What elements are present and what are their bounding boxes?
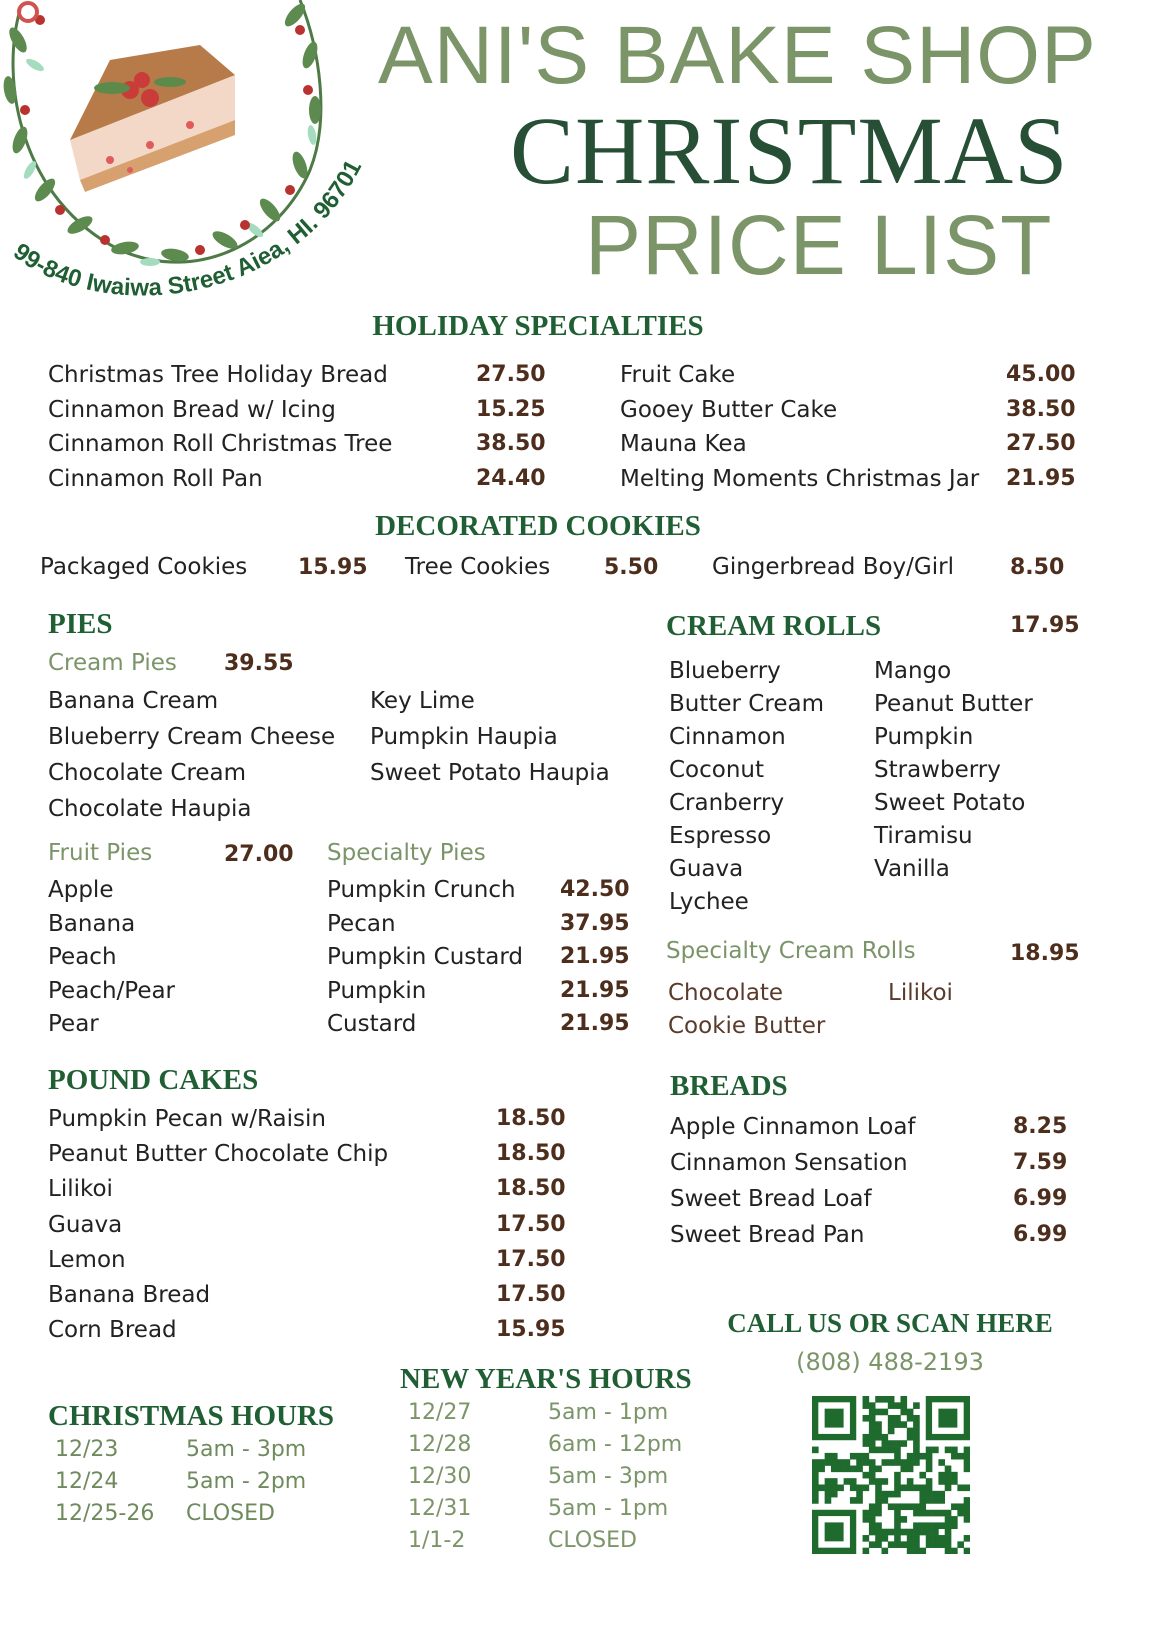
shop-title: ANI'S BAKE SHOP: [378, 10, 1097, 101]
address-text: 99-840 Iwaiwa Street Aiea, HI. 96701: [8, 155, 368, 302]
specialty-cream-rolls-label: Specialty Cream Rolls: [666, 938, 916, 964]
list-item: Corn Bread 15.95: [48, 1317, 566, 1344]
list-item: Cinnamon Roll Christmas Tree 38.50: [48, 431, 546, 457]
list-item: Pumpkin Custard 21.95: [327, 944, 630, 970]
phone-number[interactable]: (808) 488-2193: [796, 1348, 984, 1376]
fruit-pies-price: 27.00: [224, 842, 294, 867]
list-item: Peanut Butter Chocolate Chip 18.50: [48, 1141, 566, 1168]
specialty-pies-list: [327, 877, 630, 1045]
hours-date: 12/24: [55, 1469, 119, 1494]
hours-time: 6am - 12pm: [548, 1432, 683, 1457]
hours-date: 12/27: [408, 1400, 472, 1425]
list-item: Pecan 37.95: [327, 910, 630, 937]
list-item: Gooey Butter Cake 38.50: [620, 396, 1076, 423]
cookie-item-name: Packaged Cookies: [40, 554, 248, 580]
hours-date: 12/23: [55, 1437, 119, 1462]
hours-time: 5am - 1pm: [548, 1400, 669, 1425]
list-item: Sweet Bread Loaf 6.99: [670, 1186, 1068, 1212]
pound-cakes-list: [48, 1106, 568, 1352]
list-item: Pumpkin Pecan w/Raisin 18.50: [48, 1106, 566, 1132]
pies-section-title: PIES: [48, 608, 113, 640]
cookie-item-price: 5.50: [604, 555, 659, 580]
hours-time: 5am - 1pm: [548, 1496, 669, 1521]
specialty-cream-rolls-price: 18.95: [1010, 941, 1080, 966]
cookie-item-name: Gingerbread Boy/Girl: [712, 554, 954, 580]
address-curve: [0, 150, 380, 330]
list-item: Sweet Bread Pan 6.99: [670, 1222, 1068, 1248]
cookies-section-title: DECORATED COOKIES: [375, 510, 701, 542]
cream-rolls-section-title: CREAM ROLLS: [666, 610, 882, 642]
list-item: Lemon 17.50: [48, 1246, 566, 1273]
list-item: Apple Cinnamon Loaf 8.25: [670, 1114, 1068, 1140]
contact-title: CALL US OR SCAN HERE: [727, 1308, 1053, 1338]
holiday-right-list: [620, 362, 1080, 500]
list-item: Custard 21.95: [327, 1011, 630, 1037]
hours-date: 12/31: [408, 1496, 472, 1521]
pound-cakes-section-title: POUND CAKES: [48, 1064, 259, 1096]
list-item: Fruit Cake 45.00: [620, 362, 1076, 388]
cookie-item-name: Tree Cookies: [405, 554, 551, 580]
holiday-left-list: [48, 362, 546, 500]
list-item: Mauna Kea 27.50: [620, 431, 1076, 457]
list-item: Cinnamon Bread w/ Icing 15.25: [48, 396, 546, 423]
svg-text:99-840 Iwaiwa Street Aiea, HI.: [8, 156, 367, 302]
hours-date: 12/30: [408, 1464, 472, 1489]
specialty-roll-item: Lilikoi: [888, 980, 953, 1006]
hours-date: 1/1-2: [408, 1528, 466, 1553]
list-item: Melting Moments Christmas Jar 21.95: [620, 465, 1076, 492]
list-item: Lilikoi 18.50: [48, 1176, 566, 1203]
hours-date: 12/28: [408, 1432, 472, 1457]
hours-time: 5am - 2pm: [186, 1469, 307, 1494]
list-item: Cinnamon Sensation 7.59: [670, 1150, 1068, 1176]
cream-pies-price: 39.55: [224, 651, 294, 676]
price-list-title: PRICE LIST: [585, 198, 1053, 292]
hours-date: 12/25-26: [55, 1501, 155, 1526]
specialty-pies-label: Specialty Pies: [327, 840, 486, 866]
list-item: Guava 17.50: [48, 1211, 566, 1238]
cookie-item-price: 15.95: [298, 555, 368, 580]
christmas-title: CHRISTMAS: [510, 97, 1069, 204]
cookie-item-price: 8.50: [1010, 555, 1065, 580]
list-item: Cinnamon Roll Pan 24.40: [48, 465, 546, 492]
specialty-roll-item: Chocolate: [668, 980, 784, 1006]
specialty-roll-item: Cookie Butter: [668, 1013, 826, 1039]
qr-code-icon[interactable]: [812, 1396, 970, 1554]
list-item: Banana Bread 17.50: [48, 1281, 566, 1308]
list-item: Pumpkin 21.95: [327, 977, 630, 1004]
newyear-hours-title: NEW YEAR'S HOURS: [400, 1363, 692, 1395]
breads-section-title: BREADS: [670, 1070, 788, 1102]
hours-time: CLOSED: [548, 1528, 637, 1553]
list-item: Christmas Tree Holiday Bread 27.50: [48, 362, 546, 388]
fruit-pies-label: Fruit Pies: [48, 840, 153, 866]
holiday-section-title: HOLIDAY SPECIALTIES: [372, 310, 704, 342]
cream-pies-label: Cream Pies: [48, 650, 177, 676]
christmas-hours-title: CHRISTMAS HOURS: [48, 1400, 335, 1432]
hours-time: 5am - 3pm: [186, 1437, 307, 1462]
hours-time: CLOSED: [186, 1501, 275, 1526]
hours-time: 5am - 3pm: [548, 1464, 669, 1489]
list-item: Pumpkin Crunch 42.50: [327, 877, 630, 903]
cream-rolls-price: 17.95: [1010, 613, 1080, 638]
breads-list: [670, 1114, 1090, 1258]
